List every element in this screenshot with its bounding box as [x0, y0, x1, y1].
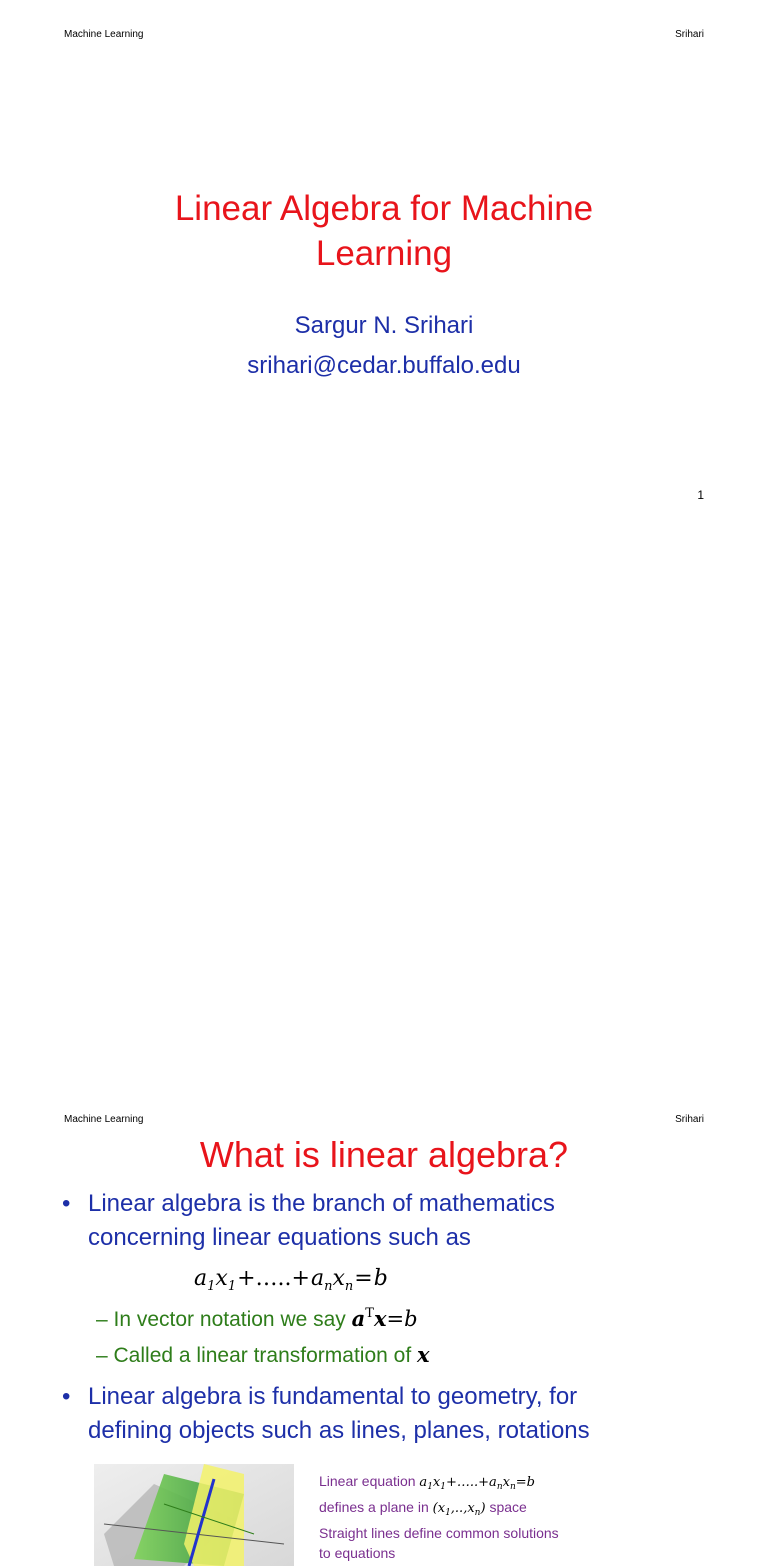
figure-caption	[319, 1471, 649, 1563]
page-number: 1	[697, 488, 704, 502]
title-line-1: Linear Algebra for Machine	[174, 189, 594, 228]
caption-line-2b: space	[489, 1499, 527, 1515]
planes-figure-svg	[94, 1464, 294, 1566]
slide-title-2: What is linear algebra?	[199, 1134, 569, 1175]
header-left-2: Machine Learning	[64, 1114, 144, 1125]
sub-bullet-dash: –	[96, 1344, 114, 1367]
title-line-2: Learning	[315, 234, 453, 273]
bullet-dot: •	[62, 1383, 71, 1410]
caption-line-4: to equations	[319, 1545, 396, 1561]
sub-bullet-2-text: Called a linear transformation of	[113, 1344, 412, 1367]
bullet-2-line-1: Linear algebra is fundamental to geometry, for	[88, 1383, 578, 1410]
sub-bullet-1	[96, 1306, 418, 1332]
bullet-1-line-1: Linear algebra is the branch of mathematics	[88, 1190, 555, 1217]
sub-bullet-1-text: In vector notation we say	[113, 1308, 346, 1331]
caption-line-2	[319, 1497, 649, 1523]
header-right: Srihari	[675, 29, 704, 40]
author-email: srihari@cedar.buffalo.edu	[247, 352, 521, 379]
bullet-2-line-2: defining objects such as lines, planes, rotations	[88, 1417, 590, 1444]
caption-space-notation: $(x_1,..,x_n)$	[432, 1501, 486, 1518]
sub-bullet-dash: –	[96, 1308, 114, 1331]
slide-2	[0, 542, 768, 1561]
slide-title	[0, 186, 768, 276]
slide-1	[0, 0, 768, 542]
vector-x: x	[417, 1342, 430, 1367]
bullet-1-line-2: concerning linear equations such as	[88, 1224, 471, 1251]
author-name: Sargur N. Srihari	[294, 312, 474, 339]
bullet-dot: •	[62, 1190, 71, 1217]
caption-equation: $a_1x_1+\dots..+a_nx_n=b$	[419, 1475, 535, 1492]
header-right-2: Srihari	[675, 1114, 704, 1125]
vector-equation: $a^Tx=b$	[351, 1306, 418, 1331]
caption-line-1	[319, 1471, 649, 1497]
sub-bullet-2	[96, 1342, 430, 1368]
caption-line-3: Straight lines define common solutions	[319, 1525, 559, 1541]
caption-line-2a: defines a plane in	[319, 1499, 429, 1515]
planes-figure	[94, 1464, 294, 1566]
linear-equation: $a_1x_1+\dots..+a_nx_n=b$	[194, 1266, 388, 1294]
caption-line-1-text: Linear equation	[319, 1473, 416, 1489]
header-left: Machine Learning	[64, 29, 144, 40]
